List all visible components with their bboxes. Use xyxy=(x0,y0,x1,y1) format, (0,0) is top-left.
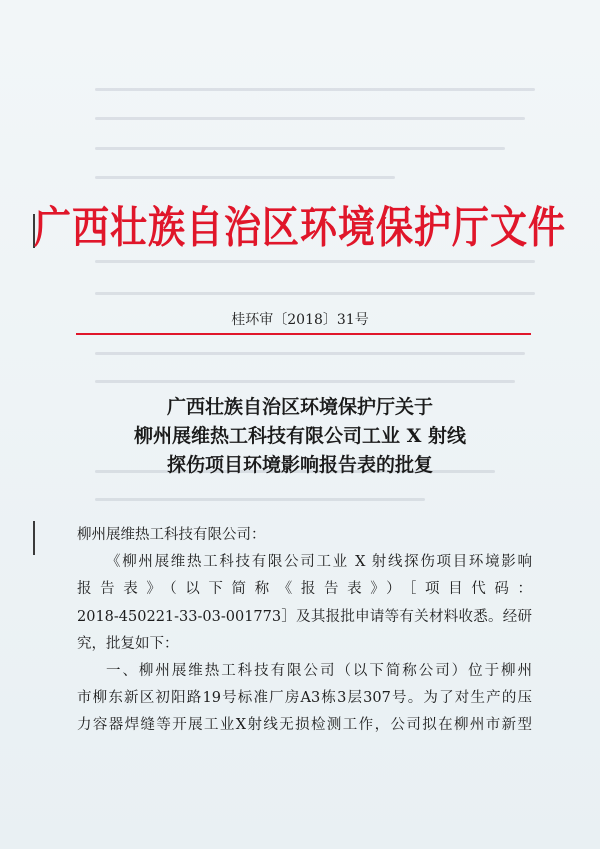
document-number: 桂环审〔2018〕31号 xyxy=(231,312,369,328)
body-line: 究，批复如下： xyxy=(77,635,179,652)
body-line: 市柳东新区初阳路19号标准厂房A3栋3层307号。为了对生产的压 xyxy=(77,690,532,707)
binder-mark-bottom xyxy=(33,521,35,555)
document-body xyxy=(77,522,532,740)
red-separator-line xyxy=(76,333,531,335)
heading-line: 柳州展维热工科技有限公司工业 X 射线 xyxy=(134,425,466,447)
bleed-through-line xyxy=(95,260,535,263)
heading-line: 探伤项目环境影响报告表的批复 xyxy=(166,454,433,476)
document-title: 广西壮族自治区环境保护厅文件 xyxy=(34,201,566,254)
body-line: 2018-450221-33-03-001773］及其报批申请等有关材料收悉。经研 xyxy=(77,608,532,625)
bleed-through-line xyxy=(95,117,525,120)
body-line: 报告表》（以下简称《报告表》）［项目代码： xyxy=(77,581,532,598)
document-heading xyxy=(0,393,600,480)
heading-line: 广西壮族自治区环境保护厅关于 xyxy=(166,396,433,418)
bleed-through-line xyxy=(95,498,425,501)
bleed-through-line xyxy=(95,88,535,91)
bleed-through-line xyxy=(95,176,395,179)
recipient-line: 柳州展维热工科技有限公司： xyxy=(77,527,266,543)
bleed-through-line xyxy=(95,292,535,295)
body-line: 力容器焊缝等开展工业X射线无损检测工作，公司拟在柳州市新型 xyxy=(77,717,532,734)
body-line: 一、柳州展维热工科技有限公司（以下简称公司）位于柳州 xyxy=(106,663,532,680)
bleed-through-line xyxy=(95,352,525,355)
bleed-through-line xyxy=(95,380,515,383)
body-line: 《柳州展维热工科技有限公司工业 X 射线探伤项目环境影响 xyxy=(106,554,532,571)
bleed-through-line xyxy=(95,147,505,150)
